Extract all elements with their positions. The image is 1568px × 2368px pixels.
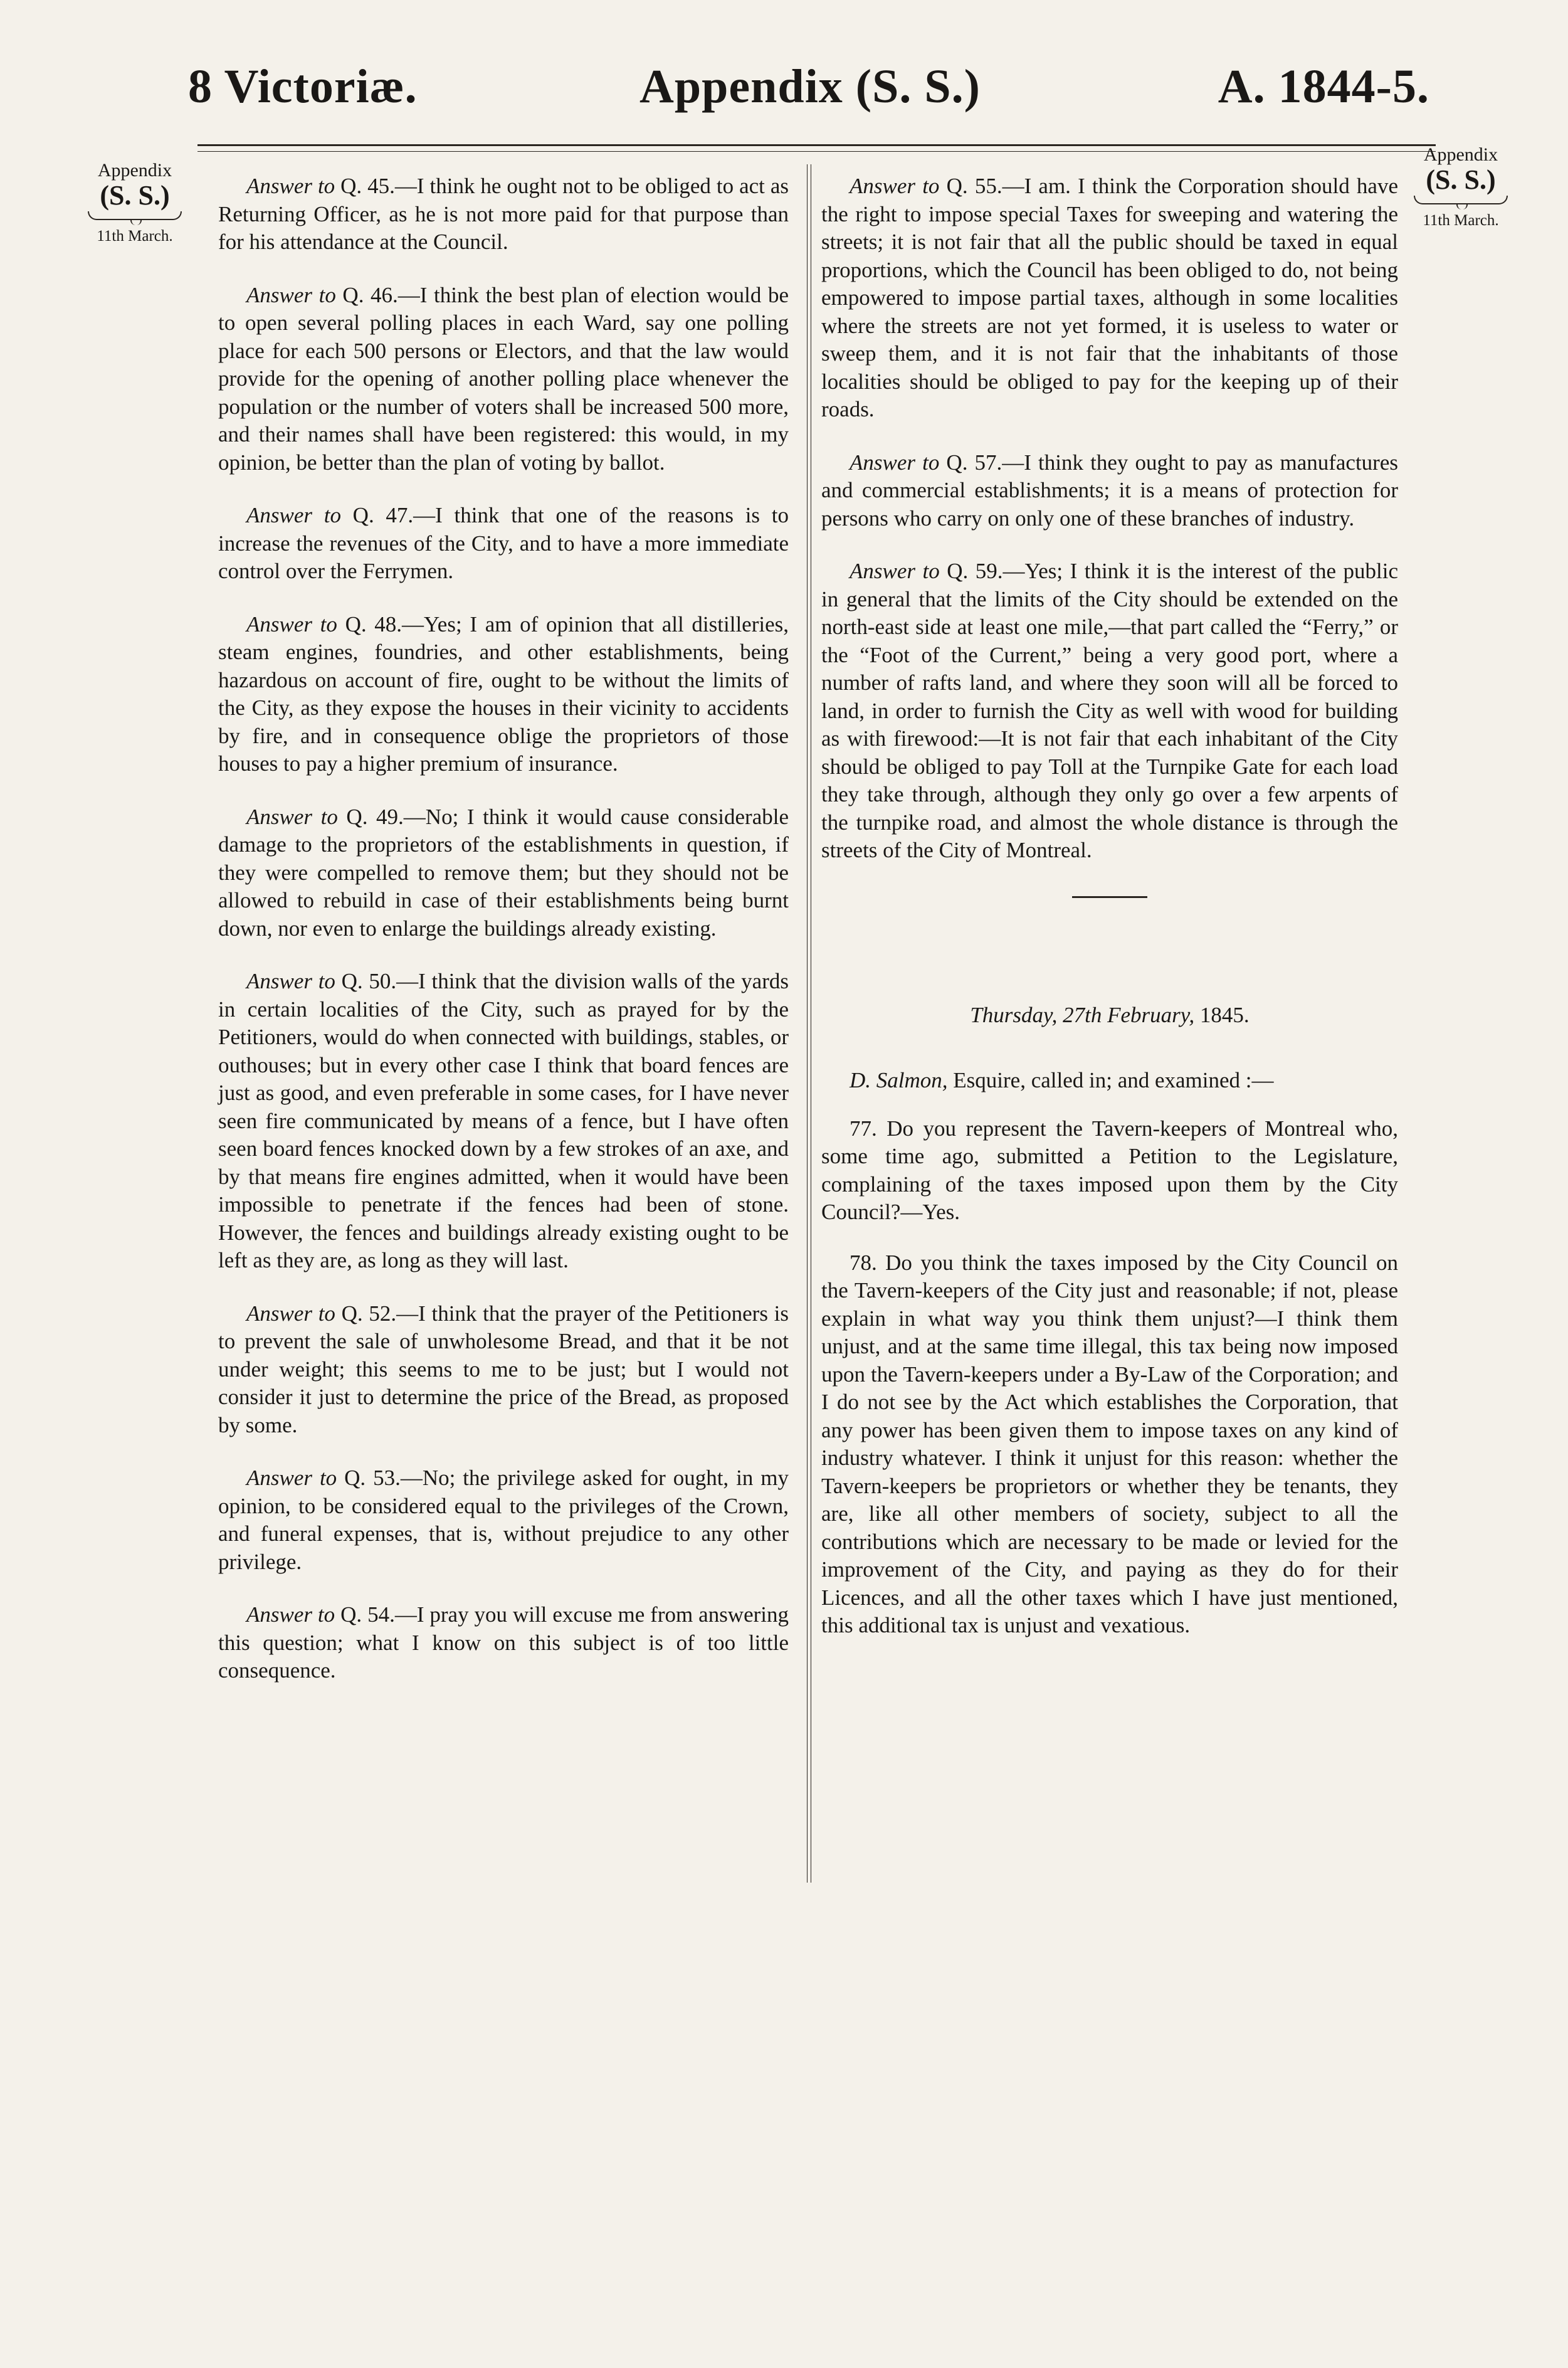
question-paragraph — [821, 1115, 1398, 1227]
answer-paragraph — [218, 172, 789, 256]
session-year: 1845. — [1194, 1002, 1250, 1027]
header-year: A. 1844-5. — [1218, 60, 1429, 113]
margin-date: 11th March. — [97, 228, 173, 245]
answer-lead: Answer to — [246, 1466, 337, 1490]
answer-paragraph — [218, 803, 789, 943]
answer-lead: Answer to — [246, 804, 338, 829]
page-header — [188, 60, 1429, 122]
answer-paragraph — [821, 449, 1398, 533]
left-column — [218, 172, 789, 1710]
answer-lead: Answer to — [850, 559, 940, 583]
witness-text: Esquire, called in; and examined :— — [947, 1068, 1274, 1092]
answer-text: Q. 59.—Yes; I think it is the interest of the public in general that the limits of the City should be extended on the north-east side at least one mile,—that part called the “Ferry,” or the “Foot of the Current,” being a very good port, where a number of rafts land, and where they soon will all be forced to land, in order to furnish the City as well with wood for building as with firewood:—It is not fair that each inhabitant of the City should be obliged to pay Toll at the Turnpike Gate for each load they take through, although they only go over a few arpents of the turnpike road, and almost the whole distance is through the streets of the City of Montreal. — [821, 559, 1399, 862]
answer-text: Q. 55.—I am. I think the Corporation should have the right to impose special Taxes for sweeping and watering the streets; it is not fair that all the public should be taxed in equal proportions, which the Council has been obliged to do, not being empowered to impose partial taxes, although in some localities where the streets are not yet formed, it is useless to water or sweep them, and it is not fair that the inhabitants of those localities should be obliged to pay for the keeping up of their roads. — [821, 174, 1398, 421]
session-dateline — [821, 1002, 1398, 1030]
witness-intro — [821, 1067, 1398, 1095]
header-rule-thick — [197, 144, 1436, 146]
answer-paragraph — [218, 1601, 789, 1685]
question-text: 77. Do you represent the Tavern-keepers of Montreal who, some time ago, submitted a Petition to the Legislature, complaining of the taxes imposed upon them by the City Council?—Yes. — [821, 1116, 1398, 1224]
answer-paragraph — [218, 611, 789, 778]
answer-text: Q. 48.—Yes; I am of opinion that all distilleries, steam engines, foundries, and other establishments, being hazardous on account of fire, ought to be without the limits of the City, as they expose the houses in their vicinity to accidents by fire, and in consequence oblige the proprietors of those houses to pay a higher premium of insurance. — [218, 611, 789, 776]
answer-lead: Answer to — [246, 611, 337, 637]
margin-section-label: (S. S.) — [1426, 164, 1496, 195]
answer-text: Q. 57.—I think they ought to pay as manufactures and commercial establishments; it is a means of protection for persons who carry on only one of these branches of industry. — [821, 450, 1398, 531]
question-paragraph — [821, 1249, 1398, 1640]
answer-lead: Answer to — [850, 450, 940, 475]
answer-text: Q. 46.—I think the best plan of election would be to open several polling places in each Ward, say one polling place for each 500 persons or Electors, and that the law would provide for the opening of another polling place whenever the population or the number of voters shall be increased 500 more, and their names shall have been registered: this would, in my opinion, be better than the plan of voting by ballot. — [218, 282, 789, 475]
answer-text: Q. 45.—I think he ought not to be obliged to act as Returning Officer, as he is not more paid for that purpose than for his attendance at the Council. — [218, 174, 789, 254]
margin-appendix-label: Appendix — [97, 160, 172, 181]
answer-lead: Answer to — [850, 174, 940, 198]
margin-brace-icon — [1414, 196, 1508, 209]
answer-paragraph — [218, 502, 789, 586]
answer-text: Q. 54.—I pray you will excuse me from answering this question; what I know on this subject is of too little consequence. — [218, 1602, 789, 1683]
session-date: Thursday, 27th February, — [970, 1002, 1195, 1027]
answer-lead: Answer to — [246, 503, 341, 527]
answer-text: Q. 49.—No; I think it would cause considerable damage to the proprietors of the establishments in question, if they were compelled to remove them; but they should not be allowed to rebuild in case of their establishments being burnt down, nor even to enlarge the buildings already existing. — [218, 804, 789, 941]
column-divider — [807, 164, 811, 1883]
witness-name: D. Salmon, — [850, 1068, 948, 1092]
margin-date: 11th March. — [1423, 212, 1499, 229]
answer-text: Q. 50.—I think that the division walls of the yards in certain localities of the City, such as prayed for by the Petitioners, would do when connected with buildings, stables, or outhouses; but in every other case I think that board fences are just as good, and even preferable in some cases, for I have never seen fire communicated by means of a fence, but I have often seen board fences knocked down by a few strokes of an axe, and by that means fire engines admitted, when it would have been impossible to penetrate if the fences had been of stone. However, the fences and buildings already existing ought to be left as they are, as long as they will last. — [218, 969, 789, 1272]
answer-paragraph — [821, 558, 1398, 865]
margin-appendix-label: Appendix — [1423, 144, 1498, 165]
question-text: 78. Do you think the taxes imposed by the City Council on the Tavern-keepers of the City just and reasonable; if not, please explain in what way you think them unjust?—I think them unjust, and at the same time illegal, this tax being now imposed upon the Tavern-keepers under a By-Law of the Corporation; and I do not see by the Act which establishes the Corporation, that any power has been given them to impose taxes on any kind of industry whatever. I think it unjust for this reason: whether the Tavern-keepers be proprietors or whether they be tenants, they are, like all other members of society, subject to all the contributions which are necessary to be made or levied for the improvement of the City, and paying as they do for their Licences, and all the other taxes which I have just mentioned, this additional tax is unjust and vexatious. — [821, 1250, 1398, 1637]
answer-paragraph — [218, 1300, 789, 1440]
header-appendix: Appendix (S. S.) — [639, 60, 981, 113]
answer-paragraph — [218, 968, 789, 1275]
answer-lead: Answer to — [246, 1301, 335, 1326]
answer-lead: Answer to — [246, 282, 336, 307]
answer-paragraph — [218, 1464, 789, 1576]
answer-paragraph — [218, 282, 789, 477]
answer-text: Q. 52.—I think that the prayer of the Petitioners is to prevent the sale of unwholesome Bread, and that it be not under weight; this seems to me to be just; but I would not consider it just to determine the price of the Bread, as proposed by some. — [218, 1301, 789, 1437]
margin-section-label: (S. S.) — [100, 180, 170, 211]
header-rule-thin — [197, 151, 1436, 152]
margin-note-left — [69, 160, 201, 245]
answer-lead: Answer to — [246, 174, 335, 198]
answer-lead: Answer to — [246, 1602, 335, 1627]
right-column — [821, 172, 1398, 1662]
answer-lead: Answer to — [246, 969, 335, 993]
header-session: 8 Victoriæ. — [188, 60, 418, 113]
answer-text: Q. 47.—I think that one of the reasons is to increase the revenues of the City, and to have a more immediate control over the Ferrymen. — [218, 503, 789, 583]
margin-note-right — [1395, 144, 1527, 230]
answer-paragraph — [821, 172, 1398, 424]
margin-brace-icon — [88, 211, 182, 225]
answer-text: Q. 53.—No; the privilege asked for ought, in my opinion, to be considered equal to the privileges of the Crown, and funeral expenses, that is, without prejudice to any other privilege. — [218, 1466, 789, 1574]
section-separator — [1072, 896, 1147, 898]
